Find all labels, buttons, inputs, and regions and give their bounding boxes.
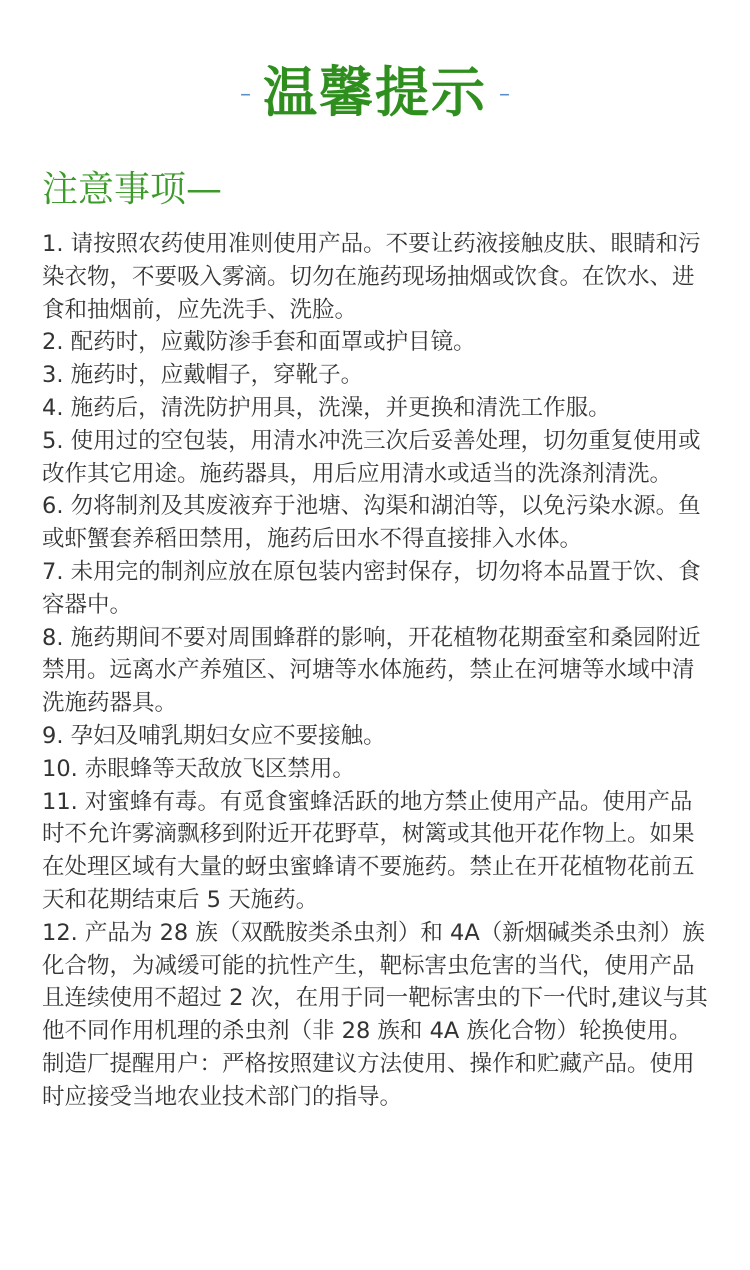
title-dash-left: – [240, 81, 251, 107]
notice-item-11: 11. 对蜜蜂有毒。有觅食蜜蜂活跃的地方禁止使用产品。使用产品时不允许雾滴飘移到附近开花野草，树篱或其他开花作物上。如果在处理区域有大量的蚜虫蜜蜂请不要施药。禁止在开花植物花前五天和花期结束后 5 天施药。 [42, 788, 695, 913]
notice-list [42, 228, 710, 1114]
notice-item-4: 4. 施药后，清洗防护用具，洗澡，并更换和清洗工作服。 [42, 394, 611, 421]
notice-item-7: 7. 未用完的制剂应放在原包装内密封保存，切勿将本品置于饮、食容器中。 [42, 558, 701, 618]
notice-item-1: 1. 请按照农药使用准则使用产品。不要让药液接触皮肤、眼睛和污染衣物，不要吸入雾滴。切勿在施药现场抽烟或饮食。在饮水、进食和抽烟前，应先洗手、洗脸。 [42, 231, 701, 323]
notice-item-8: 8. 施药期间不要对周围蜂群的影响，开花植物花期蚕室和桑园附近禁用。远离水产养殖区、河塘等水体施药，禁止在河塘等水域中清洗施药器具。 [42, 624, 701, 717]
notice-item-6: 6. 勿将制剂及其废液弃于池塘、沟渠和湖泊等，以免污染水源。鱼或虾蟹套养稻田禁用，施药后田水不得直接排入水体。 [42, 493, 701, 553]
notice-item-5: 5. 使用过的空包装，用清水冲洗三次后妥善处理，切勿重复使用或改作其它用途。施药器具，用后应用清水或适当的洗涤剂清洗。 [42, 427, 701, 487]
title-dash-right: – [499, 81, 510, 107]
title-row [0, 52, 750, 132]
notice-item-12: 12. 产品为 28 族（双酰胺类杀虫剂）和 4A（新烟碱类杀虫剂）族化合物，为减缓可能的抗性产生，靶标害虫危害的当代，使用产品且连续使用不超过 2 次，在用于同一靶标害虫的下一代时,建议与其他不同作用机理的杀虫剂（非 28 族和 4A 族化合物）轮换使用。制造厂提醒用户：严格按照建议方法使用、操作和贮藏产品。使用时应接受当地农业技术部门的指导。 [42, 919, 708, 1110]
notice-item-9: 9. 孕妇及哺乳期妇女应不要接触。 [42, 722, 386, 749]
notice-item-2: 2. 配药时，应戴防渗手套和面罩或护目镜。 [42, 329, 476, 356]
notice-item-3: 3. 施药时，应戴帽子，穿靴子。 [42, 362, 364, 389]
section-heading: 注意事项— [42, 169, 223, 210]
notice-item-10: 10. 赤眼蜂等天敌放飞区禁用。 [42, 755, 355, 782]
page-title: 温馨提示 [263, 60, 487, 124]
